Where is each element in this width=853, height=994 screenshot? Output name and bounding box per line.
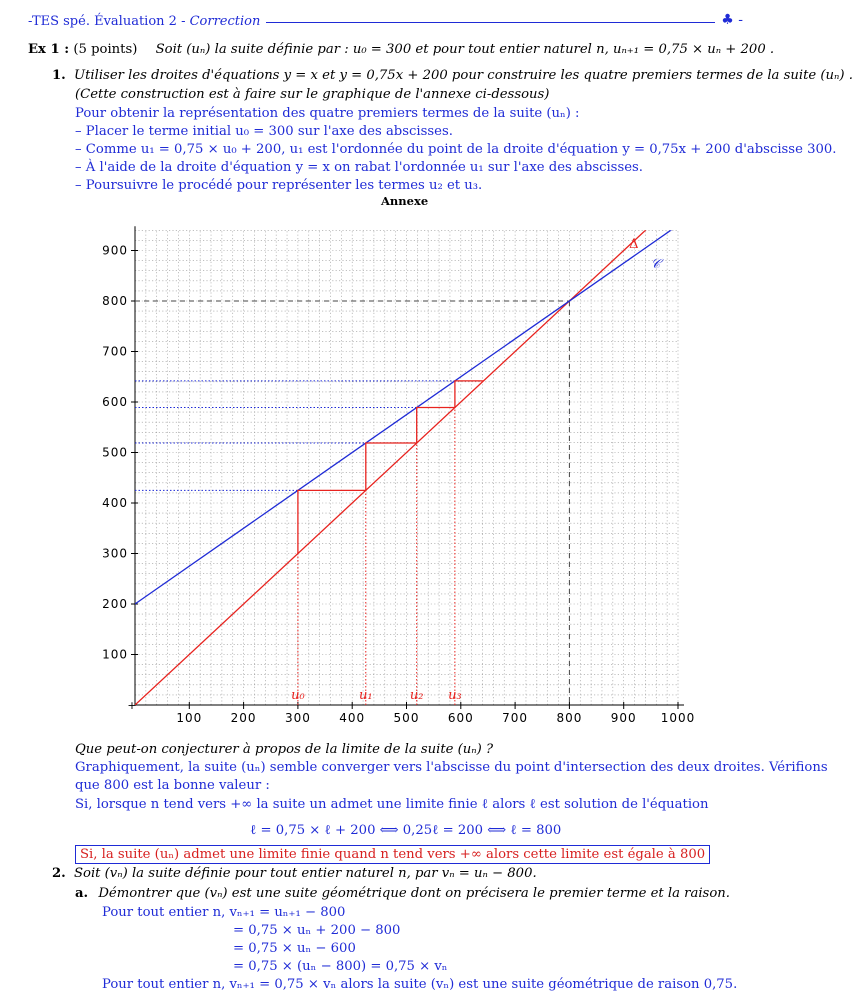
ex1-title: Ex 1 : <box>28 42 70 57</box>
x-tick-label: 900 <box>610 711 637 725</box>
header-title: -TES spé. Évaluation 2 - Correction <box>28 14 266 29</box>
y-tick-label: 300 <box>102 546 128 561</box>
conj-boxed-conclusion: Si, la suite (uₙ) admet une limite finie quand n tend vers +∞ alors cette limite est égale à 800 <box>75 845 710 864</box>
y-tick-label: 200 <box>102 597 128 611</box>
q2a-text: Démontrer que (vₙ) est une suite géométrique dont on précisera le premier terme et la raison. <box>98 886 730 901</box>
y-tick-label: 800 <box>102 294 128 308</box>
page-header <box>28 10 743 32</box>
conj-answer-2: que 800 est la bonne valeur : <box>75 778 270 793</box>
q1-number: 1. <box>52 68 66 83</box>
q2-number: 2. <box>52 866 66 881</box>
club-icon: ♣ - <box>715 12 743 28</box>
x-tick-label: 100 <box>176 711 203 725</box>
q2a-line-3: = 0,75 × (uₙ − 800) = 0,75 × vₙ <box>233 959 448 974</box>
term-label-2: u₂ <box>409 688 424 703</box>
x-tick-label: 400 <box>339 711 366 725</box>
origin-mark: + <box>127 699 137 712</box>
x-tick-label: 300 <box>284 711 311 725</box>
x-tick-label: 800 <box>556 711 583 725</box>
line-delta <box>135 225 651 705</box>
x-tick-label: 1000 <box>660 711 696 725</box>
c-label: 𝒞 <box>650 257 661 273</box>
x-tick-label: 200 <box>230 711 257 725</box>
q1-text: Utiliser les droites d'équations y = x et y = 0,75x + 200 pour construire les quatre premiers termes de la suite (uₙ) . <box>73 68 853 83</box>
y-tick-label: 400 <box>102 496 128 510</box>
annexe-title: Annexe <box>381 194 429 208</box>
ex1-text: Soit (uₙ) la suite définie par : u₀ = 300 et pour tout entier naturel n, uₙ₊₁ = 0,75 × uₙ + 200 . <box>155 42 775 57</box>
ex1-statement <box>28 42 774 57</box>
q2a-line-4: Pour tout entier n, vₙ₊₁ = 0,75 × vₙ alors la suite (vₙ) est une suite géométrique de raison 0,75. <box>102 977 738 992</box>
delta-label: Δ <box>629 236 639 252</box>
q1-answer-0: Pour obtenir la représentation des quatre premiers termes de la suite (uₙ) : <box>75 106 580 121</box>
term-label-3: u₃ <box>448 688 462 703</box>
conj-equation: ℓ = 0,75 × ℓ + 200 ⟺ 0,25ℓ = 200 ⟺ ℓ = 800 <box>250 823 562 838</box>
x-tick-label: 700 <box>502 711 529 725</box>
conj-answer-3: Si, lorsque n tend vers +∞ la suite un admet une limite finie ℓ alors ℓ est solution de l'équation <box>75 797 709 812</box>
x-tick-label: 500 <box>393 711 420 725</box>
y-tick-label: 900 <box>102 243 128 258</box>
q1 <box>52 68 853 83</box>
x-tick-label: 600 <box>447 711 474 725</box>
q2a-line-0: Pour tout entier n, vₙ₊₁ = uₙ₊₁ − 800 <box>102 905 346 920</box>
q2 <box>52 866 537 881</box>
term-label-0: u₀ <box>291 688 305 703</box>
term-label-1: u₁ <box>358 688 373 703</box>
line-c <box>135 225 678 604</box>
y-tick-label: 600 <box>102 395 128 409</box>
q1-answer-2: – Comme u₁ = 0,75 × u₀ + 200, u₁ est l'ordonnée du point de la droite d'équation y = 0,75x + 200 d'abscisse 300. <box>75 142 837 157</box>
q2a-label: a. <box>75 886 89 901</box>
q1-note: (Cette construction est à faire sur le graphique de l'annexe ci-dessous) <box>75 87 550 102</box>
y-tick-label: 500 <box>102 445 128 460</box>
q1-answer-4: – Poursuivre le procédé pour représenter les termes u₂ et u₃. <box>75 178 483 193</box>
q1-answer-1: – Placer le terme initial u₀ = 300 sur l'axe des abscisses. <box>75 124 453 139</box>
ex1-points: (5 points) <box>73 42 138 57</box>
q2a-line-1: = 0,75 × uₙ + 200 − 800 <box>233 923 401 938</box>
y-tick-label: 100 <box>102 647 128 662</box>
cobweb-chart <box>85 205 745 740</box>
q2-text: Soit (vₙ) la suite définie pour tout entier naturel n, par vₙ = uₙ − 800. <box>73 866 537 881</box>
conj-answer-1: Graphiquement, la suite (uₙ) semble converger vers l'abscisse du point d'intersection des deux droites. Vérifions <box>75 760 828 775</box>
q2a-line-2: = 0,75 × uₙ − 600 <box>233 941 356 956</box>
q1-answer-3: – À l'aide de la droite d'équation y = x on rabat l'ordonnée u₁ sur l'axe des abscisses. <box>75 160 643 175</box>
q2a <box>75 886 730 901</box>
y-tick-label: 700 <box>102 344 128 359</box>
conj-question: Que peut-on conjecturer à propos de la limite de la suite (uₙ) ? <box>75 742 494 757</box>
